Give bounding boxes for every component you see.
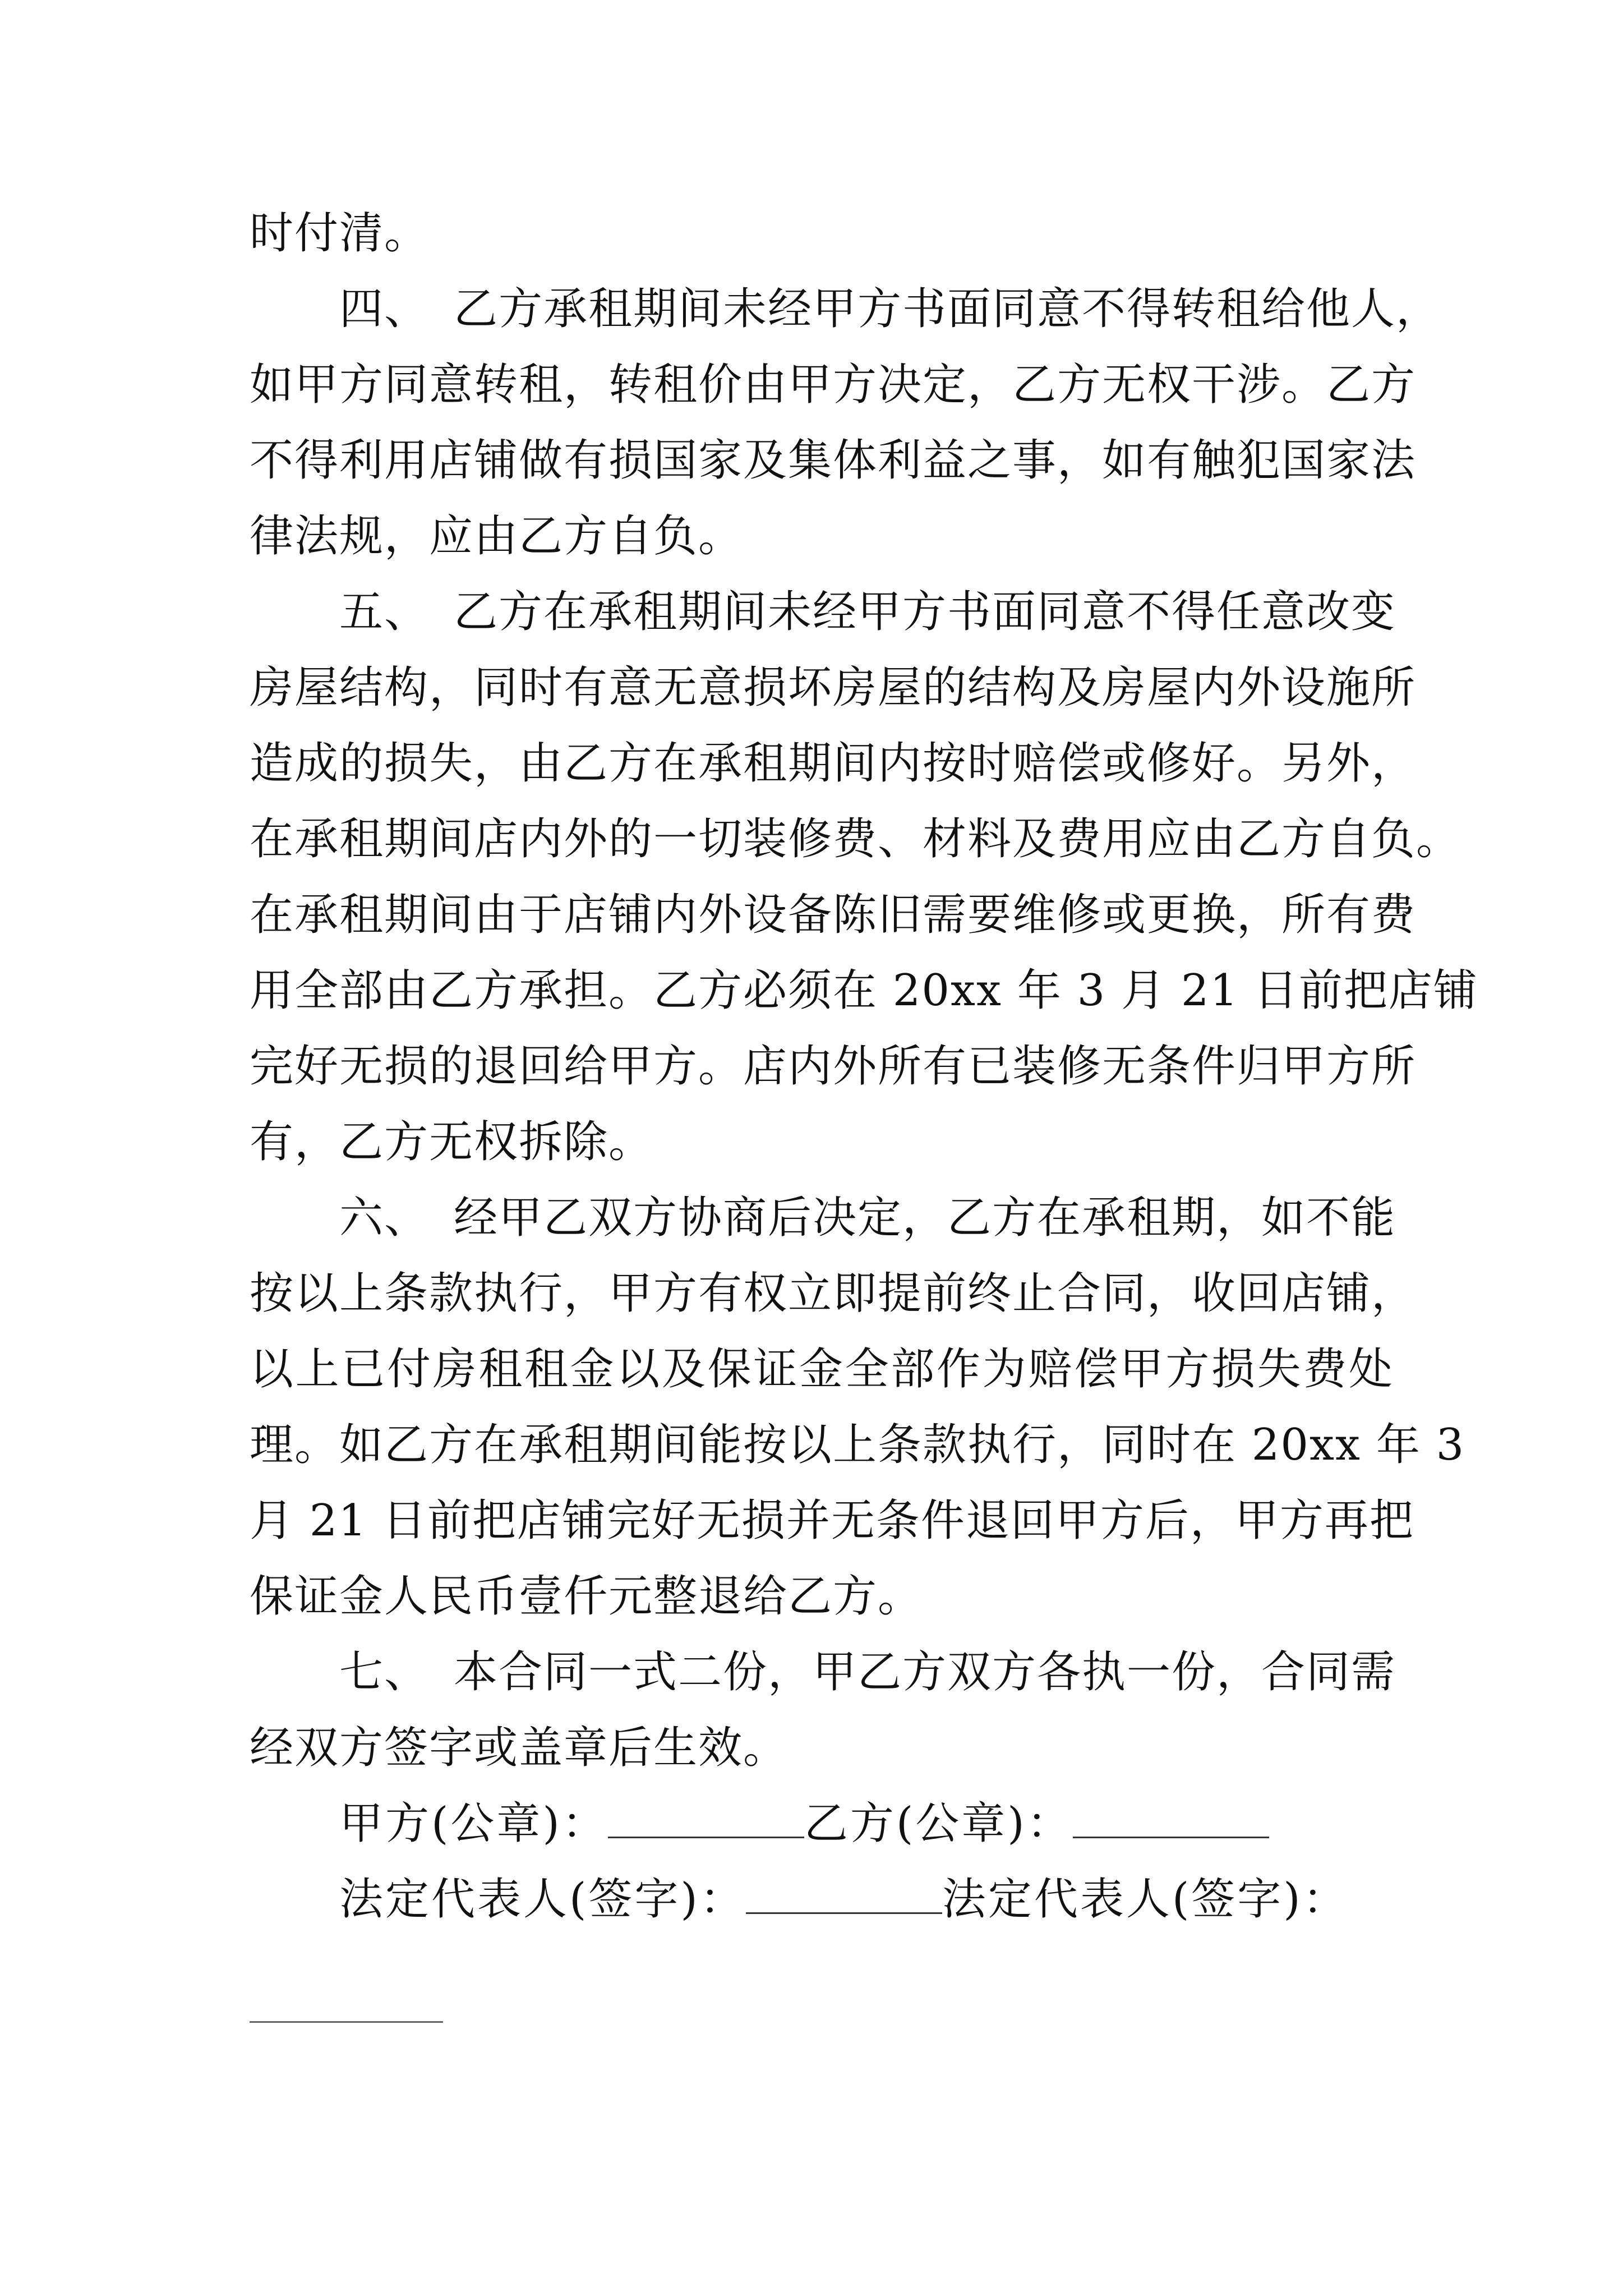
party-b-seal-label: 乙方(公章)：: [804, 1798, 1073, 1849]
clause-6-line-4: 理。如乙方在承租期间能按以上条款执行，同时在 20xx 年 3: [250, 1420, 1465, 1470]
party-a-seal-label: 甲方(公章)：: [339, 1798, 608, 1849]
clause-5-line-1: [339, 584, 1394, 640]
party-a-rep-blank[interactable]: [746, 1873, 942, 1914]
clause-number: 五、: [339, 587, 430, 637]
clause-5-line-6: 用全部由乙方承担。乙方必须在 20xx 年 3 月 21 日前把店铺: [250, 965, 1478, 1016]
clause-6-line-1: [339, 1190, 1394, 1246]
clause-7-line-1: [339, 1644, 1394, 1700]
footnote-divider: [250, 2021, 443, 2023]
clause-6-line-6: 保证金人民币壹仟元整退给乙方。: [250, 1571, 923, 1622]
clause-5-line-3: 造成的损失，由乙方在承租期间内按时赔偿或修好。另外，: [250, 738, 1417, 789]
clause-5-line-4: 在承租期间店内外的一切装修费、材料及费用应由乙方自负。: [250, 814, 1461, 864]
clause-6-line-5: 月 21 日前把店铺完好无损并无条件退回甲方后，甲方再把: [250, 1496, 1414, 1546]
clause-number: 六、: [339, 1193, 430, 1243]
party-a-rep-label: 法定代表人(签字)：: [339, 1874, 746, 1925]
clause-6-line-3: 以上已付房租租金以及保证金全部作为赔偿甲方损失费处: [250, 1344, 1394, 1395]
seal-signature-row: [339, 1796, 1269, 1852]
clause-5-line-7: 完好无损的退回给甲方。店内外所有已装修无条件归甲方所: [250, 1041, 1417, 1092]
clause-4-line-2: 如甲方同意转租，转租价由甲方决定，乙方无权干涉。乙方: [250, 360, 1417, 410]
clause-4-line-4: 律法规，应由乙方自负。: [250, 511, 744, 562]
representative-signature-row: [339, 1871, 1349, 1927]
clause-text: 乙方在承租期间未经甲方书面同意不得任意改变: [454, 587, 1396, 637]
party-b-rep-label: 法定代表人(签字)：: [942, 1874, 1349, 1925]
clause-number: 四、: [339, 284, 430, 334]
party-a-seal-blank[interactable]: [608, 1797, 804, 1838]
clause-4-line-3: 不得利用店铺做有损国家及集体利益之事，如有触犯国家法: [250, 435, 1417, 486]
clause-text: 乙方承租期间未经甲方书面同意不得转租给他人，: [454, 284, 1441, 334]
clause-5-line-8: 有，乙方无权拆除。: [250, 1117, 654, 1167]
paragraph-continuation-line: 时付清。: [250, 208, 430, 259]
clause-5-line-5: 在承租期间由于店铺内外设备陈旧需要维修或更换，所有费: [250, 890, 1417, 940]
clause-text: 本合同一式二份，甲乙方双方各执一份，合同需: [454, 1647, 1396, 1697]
clause-7-line-2: 经双方签字或盖章后生效。: [250, 1723, 789, 1773]
clause-4-line-1: [339, 281, 1441, 337]
clause-text: 经甲乙双方协商后决定，乙方在承租期，如不能: [454, 1193, 1396, 1243]
clause-5-line-2: 房屋结构，同时有意无意损坏房屋的结构及房屋内外设施所: [250, 662, 1417, 713]
clause-6-line-2: 按以上条款执行，甲方有权立即提前终止合同，收回店铺，: [250, 1268, 1417, 1319]
clause-number: 七、: [339, 1647, 430, 1697]
party-b-seal-blank[interactable]: [1073, 1797, 1269, 1838]
